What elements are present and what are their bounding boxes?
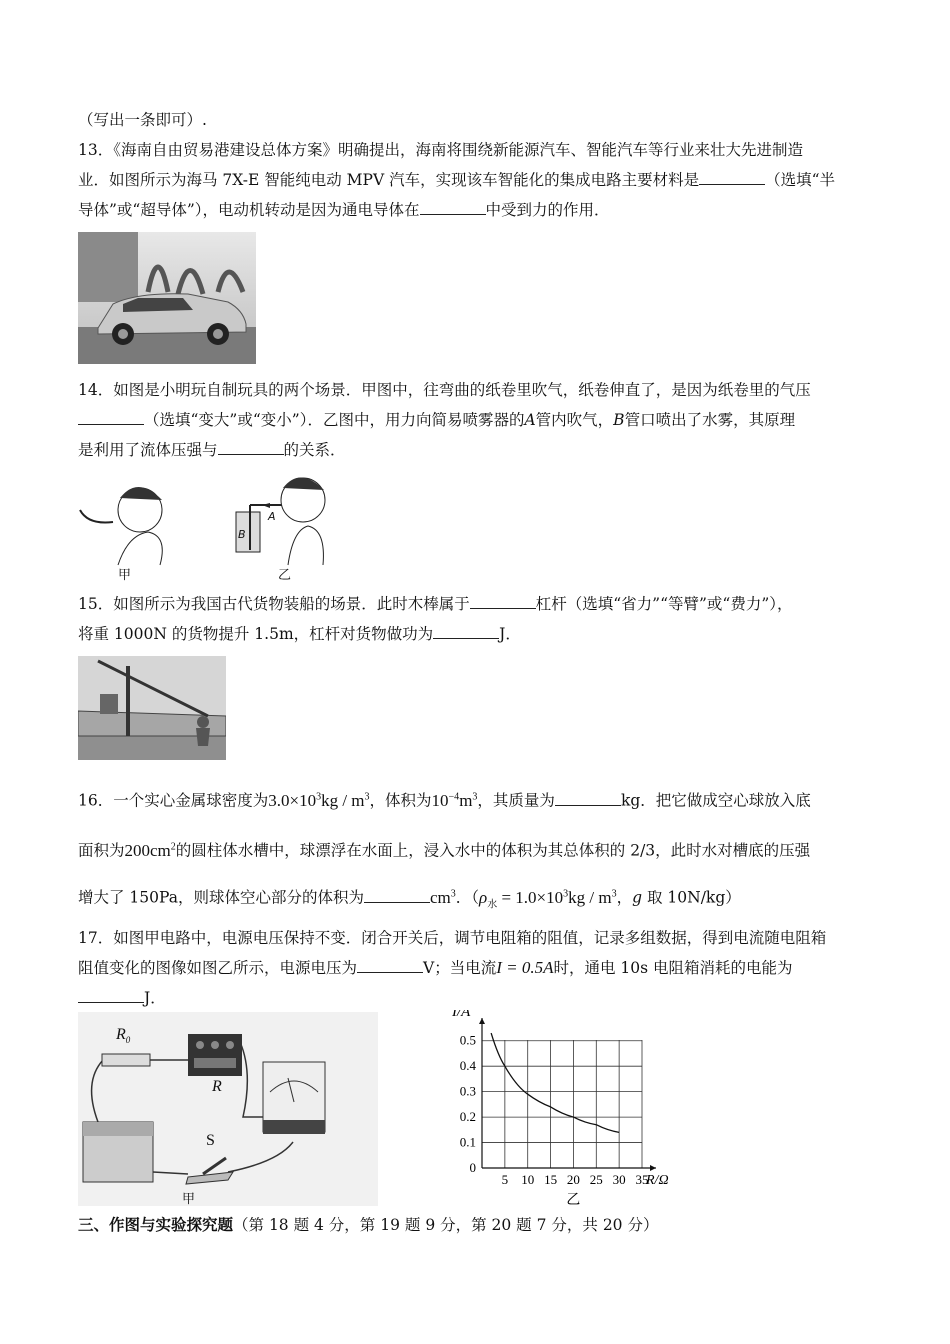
y-tick-label: 0.2 — [459, 1109, 476, 1125]
answer-blank[interactable] — [470, 594, 536, 609]
q14-line2: （选填“变大”或“变小”）．乙图中，用力向简易喷雾器的A管内吹气，B管口喷出了水雾，其原理 — [78, 410, 795, 430]
q16-line3: 增大了 150Pa，则球体空心部分的体积为 $cm^3$．（$\rho_水 = 1.0\times 10^3kg / m^3$，g 取 10N/kg） — [78, 887, 741, 911]
x-tick-label: 30 — [612, 1172, 626, 1187]
ship-loading-illustration — [78, 656, 226, 760]
answer-blank[interactable] — [78, 410, 144, 425]
current-resistance-chart — [440, 1010, 690, 1210]
x-tick-label: 35 — [635, 1172, 649, 1187]
y-tick-label: 0.5 — [459, 1032, 476, 1048]
q16-line1: 16．一个实心金属球密度为$3.0\times 10^3kg / m^3$，体积为$10^{-4}m^3$，其质量为 kg．把它做成空心球放入底 — [78, 790, 811, 810]
x-tick-label: 10 — [521, 1172, 535, 1187]
q14-line3: 是利用了流体压强与 的关系． — [78, 441, 346, 459]
origin-label: 0 — [469, 1160, 476, 1175]
car-photo — [78, 232, 256, 364]
circuit-diagram — [78, 1012, 378, 1206]
y-tick-label: 0.4 — [459, 1058, 476, 1074]
answer-blank[interactable] — [357, 958, 423, 973]
q15-line2: 将重 1000N 的货物提升 1.5m，杠杆对货物做功为 J． — [78, 625, 521, 643]
chart-caption: 乙 — [566, 1192, 581, 1208]
label-yi: 乙 — [278, 568, 292, 583]
label-jia: 甲 — [182, 1192, 196, 1207]
answer-blank[interactable] — [78, 988, 144, 1003]
toy-figures — [78, 470, 338, 585]
answer-blank[interactable] — [364, 888, 430, 903]
x-tick-label: 15 — [544, 1172, 558, 1187]
label-jia: 甲 — [118, 568, 132, 583]
answer-blank[interactable] — [699, 170, 765, 185]
label-r: R — [212, 1078, 222, 1095]
q16-line2: 面积为$200cm^2$的圆柱体水槽中，球漂浮在水面上，浸入水中的体积为其总体积的 2/3，此时水对槽底的压强 — [78, 840, 811, 860]
q15-line1: 15．如图所示为我国古代货物装船的场景．此时木棒属于 杠杆（选填“省力”“等臂”或“费力”）， — [78, 595, 793, 613]
y-tick-label: 0.3 — [459, 1083, 476, 1099]
q14-line1: 14．如图是小明玩自制玩具的两个场景．甲图中，往弯曲的纸卷里吹气，纸卷伸直了，是因为纸卷里的气压 — [78, 381, 811, 399]
q17-line1: 17．如图甲电路中，电源电压保持不变．闭合开关后，调节电阻箱的阻值，记录多组数据，得到电流随电阻箱 — [78, 929, 827, 947]
x-tick-label: 5 — [501, 1172, 509, 1187]
y-axis-title: I/A — [452, 1010, 471, 1020]
label-r0: $R_0$ — [116, 1026, 131, 1046]
x-axis-title: R/Ω — [646, 1173, 669, 1188]
section-heading: 三、作图与实验探究题（第 18 题 4 分，第 19 题 9 分，第 20 题 7 分，共 20 分） — [78, 1215, 659, 1234]
answer-blank[interactable] — [433, 624, 499, 639]
x-axis-arrow — [650, 1165, 656, 1171]
answer-blank[interactable] — [420, 200, 486, 215]
q13-line2: 业．如图所示为海马 7X-E 智能纯电动 MPV 汽车，实现该车智能化的集成电路主要材料是 （选填“半 — [78, 171, 836, 189]
chart-svg — [440, 1010, 690, 1210]
answer-blank[interactable] — [218, 440, 284, 455]
y-tick-label: 0.1 — [459, 1134, 476, 1150]
label-a: A — [268, 510, 276, 523]
label-b: B — [238, 528, 246, 541]
q13-line1: 13．《海南自由贸易港建设总体方案》明确提出，海南将围绕新能源汽车、智能汽车等行业来壮大先进制造 — [78, 141, 803, 159]
prev-question-tail: （写出一条即可）. — [78, 111, 207, 129]
x-tick-label: 25 — [589, 1172, 603, 1187]
answer-blank[interactable] — [555, 791, 621, 806]
y-axis-arrow — [479, 1018, 485, 1024]
q17-line2: 阻值变化的图像如图乙所示，电源电压为 V；当电流I = 0.5A时，通电 10s 电阻箱消耗的电能为 — [78, 958, 793, 977]
q13-line3: 导体”或“超导体”），电动机转动是因为通电导体在 中受到力的作用． — [78, 201, 610, 219]
label-s: S — [206, 1132, 215, 1149]
q17-line3: J． — [78, 988, 166, 1008]
x-tick-label: 20 — [566, 1172, 580, 1187]
